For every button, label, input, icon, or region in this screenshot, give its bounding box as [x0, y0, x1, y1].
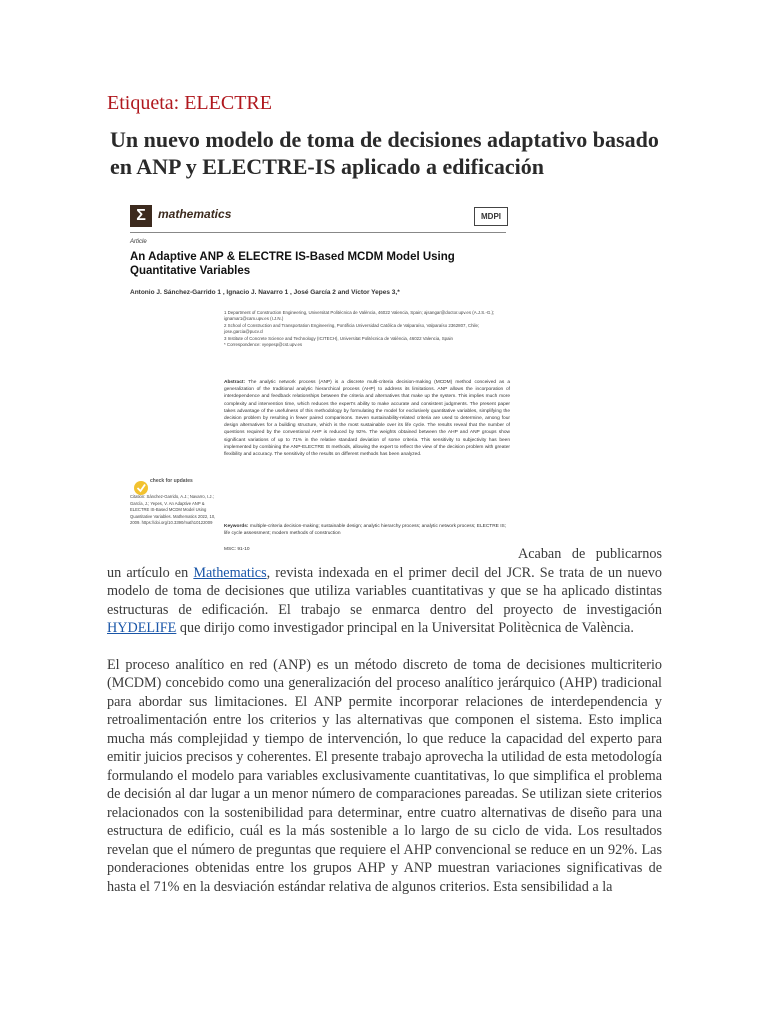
- publisher-logo: MDPI: [474, 207, 508, 226]
- article-kind: Article: [130, 239, 147, 245]
- article-preview-image: [118, 195, 516, 573]
- article-abstract: [224, 379, 510, 458]
- journal-logo-icon: Σ: [130, 205, 152, 227]
- article-keywords: [224, 523, 510, 537]
- abstract-text: The analytic network process (ANP) is a discrete multi-criteria decision-making (MCDM) method conceived as a generalization of the traditional analytic hierarchical process (AHP) to address its limitations. ANP allows the incorporation of interdependence and feedback relationships between the criteria and alternatives that make up the system. This implies much more complexity and intervention time, which reduces the expert's ability to make accurate and consistent judgments. The present paper takes advantage of the usefulness of this methodology by formulating the model for exclusively quantitative variables, simplifying the decision problem by resulting in fewer paired comparisons. Seven sustainability-related criteria are used to determine, among four design alternatives for a building structure, which is the most sustainable over its life cycle. The results reveal that the number of questions required by the conventional AHP is reduced by 92%. The weights obtained between the AHP and ANP groups show significant variations of up to 71% in the relative standard deviation of some criteria. This sensitivity to subjectivity has been implemented by combining the ANP-ELECTRE IS methods, allowing the expert to reflect the view of the decision problem with greater flexibility and accuracy. The sensitivity of the results on different methods has been analyzed.: [224, 380, 510, 458]
- affiliation-line: * Correspondence: vyepesp@cst.upv.es: [224, 342, 303, 348]
- article-authors: Antonio J. Sánchez-Garrido 1 , Ignacio J. Navarro 1 , José García 2 and Víctor Yepes 3,*: [130, 289, 400, 296]
- intro-mid: , revista indexada en el primer decil del JCR. Se trata de un nuevo modelo de toma de decisiones que utiliza variables cuantitativas y que se ha aplicado distintas estructuras de edificación. El trabajo se enmarca dentro del proyecto de investigación: [107, 564, 662, 618]
- intro-lead: Acaban de publicarnos un artículo en: [107, 546, 662, 581]
- affiliation-line: 2 School of Construction and Transportation Engineering, Pontificia Universidad Católica de Valparaíso, Valparaíso 2362807, Chile; jose.garcia@pucv.cl: [224, 322, 480, 335]
- article-affiliations: [224, 310, 504, 348]
- mathematics-link[interactable]: Mathematics: [193, 564, 267, 581]
- affiliation-line: 1 Department of Construction Engineering, Universitat Politècnica de València, 46022 Valencia, Spain; ajsangar@doctor.upv.es (A.J.S.-G.); ignamar1@cam.upv.es (I.J.N.): [224, 310, 495, 322]
- header-rule: [130, 232, 506, 233]
- post-body: [107, 545, 662, 914]
- keywords-text: multiple-criteria decision-making; sustainable design; analytic hierarchy process; analytic network process; ELECTRE IS; life cycle assessment; modern methods of construction: [224, 524, 507, 536]
- article-title: An Adaptive ANP & ELECTRE IS-Based MCDM Model Using Quantitative Variables: [130, 251, 455, 277]
- journal-name: mathematics: [158, 207, 232, 221]
- keywords-label: Keywords:: [224, 524, 249, 529]
- paragraph-summary: El proceso analítico en red (ANP) es un método discreto de toma de decisiones multicriterio (MCDM) concebido como una generalización del proceso analítico jerárquico (AHP) tradicional para abordar sus limitaciones. El ANP permite incorporar relaciones de interdependencia y retroalimentación entre los criterios y las alternativas que componen el sistema. Esto implica mucha más complejidad y tiempo de intervención, lo que reduce la capacidad del experto para emitir juicios precisos y coherentes. El presente trabajo aprovecha la utilidad de esta metodología formulando el modelo para variables exclusivamente cuantitativas, lo que simplifica el problema de decisión al dar lugar a un menor número de comparaciones pareadas. Se utilizan siete criterios relacionados con la sostenibilidad para determinar, entre cuatro alternativas de diseño para una estructura de edificio, cuál es la más sostenible a lo largo de su ciclo de vida. Los resultados revelan que el número de preguntas que requiere el AHP convencional se reduce en un 92%. Las ponderaciones obtenidas entre los grupos AHP y ANP muestran variaciones significativas de hasta el 71% en la desviación estándar relativa de algunos criterios. Esta sensibilidad a la: [107, 656, 662, 895]
- article-msc: MSC: 91-10: [224, 547, 250, 552]
- post-title: Un nuevo modelo de toma de decisiones adaptativo basado en ANP y ELECTRE-IS aplicado a edificación: [110, 127, 659, 179]
- paragraph-intro: [107, 545, 662, 638]
- article-citation: Citation: Sánchez-Garrido, A.J.; Navarro, I.J.; García, J.; Yepes, V. An Adaptive ANP & ELECTRE IS-Based MCDM Model Using Quantitative Variables. Mathematics 2022, 10, 2009. https://doi.org/10.3390/math10122009: [130, 494, 216, 526]
- tag-link[interactable]: Etiqueta: ELECTRE: [107, 92, 272, 114]
- affiliation-line: 3 Institute of Concrete Science and Technology (ICITECH), Universitat Politècnica de València, 46022 Valencia, Spain: [224, 335, 453, 341]
- updates-label: check for updates: [150, 478, 193, 484]
- abstract-label: Abstract:: [224, 380, 246, 385]
- hydelife-link[interactable]: HYDELIFE: [107, 620, 177, 636]
- intro-tail: que dirijo como investigador principal en la Universitat Politècnica de València.: [176, 620, 634, 636]
